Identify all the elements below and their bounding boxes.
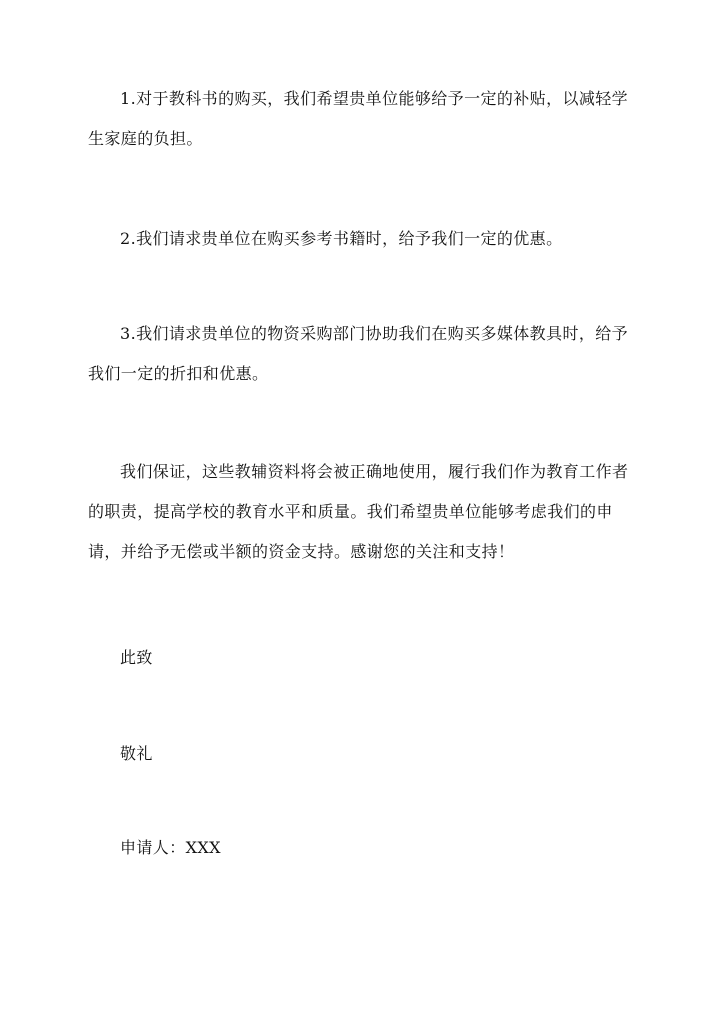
paragraph-textbook-subsidy: 1.对于教科书的购买，我们希望贵单位能够给予一定的补贴，以减轻学生家庭的负担。 — [88, 89, 629, 148]
closing-salutation: 此致 — [120, 648, 153, 667]
applicant-signature: 申请人：XXX — [120, 838, 221, 857]
paragraph-multimedia-equipment: 3.我们请求贵单位的物资采购部门协助我们在购买多媒体教具时，给予我们一定的折扣和优惠。 — [88, 324, 629, 383]
paragraph-reference-books: 2.我们请求贵单位在购买参考书籍时，给予我们一定的优惠。 — [120, 229, 563, 248]
paragraph-assurance: 我们保证，这些教辅资料将会被正确地使用，履行我们作为教育工作者的职责，提高学校的教育水平和质量。我们希望贵单位能够考虑我们的申请，并给予无偿或半额的资金支持。感谢您的关注和支持！ — [88, 462, 629, 561]
closing-respect: 敬礼 — [120, 744, 153, 763]
